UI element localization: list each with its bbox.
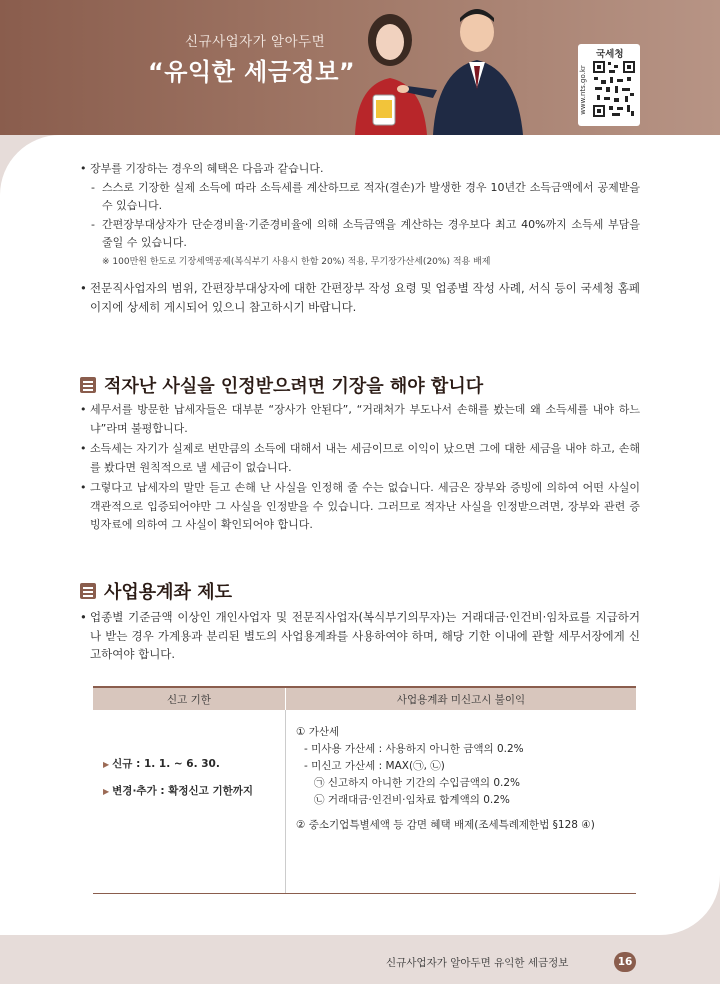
penalty-line: ㉡ 거래대금·인건비·임차료 합계액의 0.2% bbox=[314, 794, 510, 806]
table-row bbox=[93, 710, 636, 894]
penalty-line: - 미사용 가산세 : 사용하지 아니한 금액의 0.2% bbox=[304, 743, 524, 755]
section-heading bbox=[80, 372, 483, 398]
section-deficit bbox=[80, 401, 640, 535]
table-cell bbox=[93, 710, 286, 894]
section-heading-text: 적자난 사실을 인정받으려면 기장을 해야 합니다 bbox=[104, 376, 484, 397]
footer-title: 신규사업자가 알아두면 유익한 세금정보 bbox=[386, 957, 569, 969]
header-banner bbox=[0, 0, 720, 135]
banner-subtitle: 신규사업자가 알아두면 bbox=[185, 34, 326, 50]
triangle-bullet-icon: ▶ bbox=[103, 787, 110, 796]
penalty-line: ① 가산세 bbox=[296, 726, 340, 738]
penalty-line: ② 중소기업특별세액 등 감면 혜택 배제(조세특례제한법 §128 ④) bbox=[296, 819, 595, 831]
sub-item: - 스스로 기장한 실제 소득에 따라 소득세를 계산하므로 적자(결손)가 발생한 경우 10년간 소득금액에서 공제받을 수 있습니다. bbox=[80, 179, 640, 216]
bullet-item: • 세무서를 방문한 납세자들은 대부분 “장사가 안된다”, “거래처가 부도나서 손해를 봤는데 왜 소득세를 내야 하느냐”라며 불평합니다. bbox=[80, 401, 640, 438]
page-number: 16 bbox=[614, 952, 636, 972]
bullet-item: • 전문직사업자의 범위, 간편장부대상자에 대한 간편장부 작성 요령 및 업종별 작성 사례, 서식 등이 국세청 홈페이지에 상세히 게시되어 있으니 참고하시기 바랍니다. bbox=[80, 279, 640, 316]
qr-code-icon bbox=[592, 60, 636, 118]
banner-title: “유익한 세금정보” bbox=[148, 58, 356, 86]
deadline-change: 변경·추가 : 확정신고 기한까지 bbox=[112, 785, 254, 797]
bullet-item: • 장부를 기장하는 경우의 혜택은 다음과 같습니다. bbox=[80, 160, 640, 179]
table-cell bbox=[286, 710, 637, 894]
footnote: ※ 100만원 한도로 기장세액공제(복식부기 사용시 한함 20%) 적용, 무기장가산세(20%) 적용 배제 bbox=[102, 256, 491, 267]
section-heading-text: 사업용계좌 제도 bbox=[104, 582, 232, 603]
table-header: 사업용계좌 미신고시 불이익 bbox=[286, 687, 637, 710]
qr-label: 국세청 bbox=[596, 49, 624, 60]
qr-url: www.nts.go.kr bbox=[578, 65, 587, 115]
penalty-line: - 미신고 가산세 : MAX(㉠, ㉡) bbox=[304, 760, 445, 772]
penalty-line: ㉠ 신고하지 아니한 기간의 수입금액의 0.2% bbox=[314, 777, 521, 789]
spokesperson-photo bbox=[345, 0, 535, 135]
document-icon bbox=[80, 377, 96, 393]
table-header: 신고 기한 bbox=[93, 687, 286, 710]
document-icon bbox=[80, 583, 96, 599]
sub-item: - 간편장부대상자가 단순경비율·기준경비율에 의해 소득금액을 계산하는 경우보다 최고 40%까지 소득세 부담을 줄일 수 있습니다. bbox=[80, 216, 640, 253]
triangle-bullet-icon: ▶ bbox=[103, 760, 110, 769]
section-business-account bbox=[80, 608, 640, 664]
section-bookkeeping-benefits bbox=[80, 160, 640, 316]
bullet-item: • 그렇다고 납세자의 말만 듣고 손해 난 사실을 인정해 줄 수는 없습니다. 세금은 장부와 증빙에 의하여 어떤 사실이 객관적으로 입증되어야만 그 사실을 인정받을 수 있습니다. 그러므로 적자난 사실을 인정받으려면, 장부와 관련 증빙자료에 의하여 그 사실이 확인되어야 합니다. bbox=[80, 479, 640, 535]
bullet-item: • 소득세는 자기가 실제로 번만큼의 소득에 대해서 내는 세금이므로 이익이 났으면 그에 대한 세금을 내야 하고, 손해를 봤다면 원칙적으로 낼 세금이 없습니다. bbox=[80, 440, 640, 477]
bullet-item: • 업종별 기준금액 이상인 개인사업자 및 전문직사업자(복식부기의무자)는 거래대금·인건비·임차료를 지급하거나 받는 경우 가계용과 분리된 별도의 사업용계좌를 사용하여야 하며, 해당 기한 이내에 관할 세무서장에게 신고하여야 합니다. bbox=[80, 608, 640, 664]
nts-qr-code bbox=[578, 44, 640, 126]
deadline-new: 신규 : 1. 1. ~ 6. 30. bbox=[112, 758, 220, 770]
business-account-table bbox=[93, 686, 636, 894]
section-heading bbox=[80, 578, 232, 604]
